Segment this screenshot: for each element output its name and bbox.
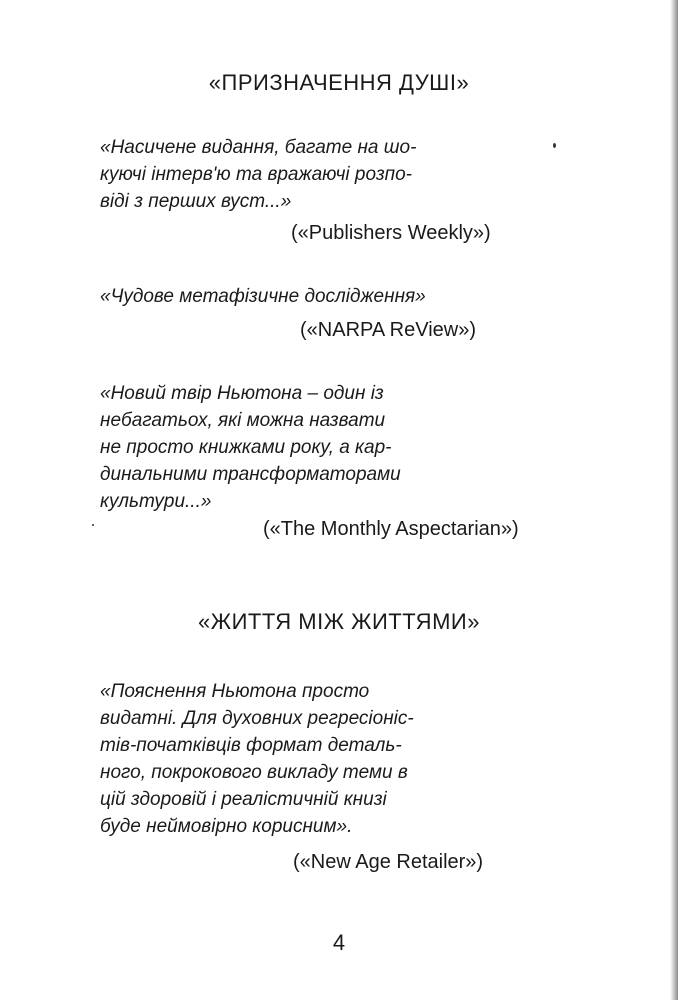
quote-line: культури...» xyxy=(100,491,212,512)
review-source: («New Age Retailer») xyxy=(293,851,484,873)
review-quote xyxy=(100,134,440,215)
scan-speck xyxy=(553,143,556,148)
quote-line: небагатьох, які можна назвати xyxy=(100,410,386,431)
quote-line: «Пояснення Ньютона просто xyxy=(100,681,370,702)
review-source: («The Monthly Aspectarian») xyxy=(263,518,519,540)
review-quote xyxy=(100,380,440,515)
quote-line: видатні. Для духовних регресіоніс- xyxy=(100,708,414,729)
review-quote xyxy=(100,678,440,840)
review-quote xyxy=(100,283,440,310)
quote-line: «Чудове метафізичне дослідження» xyxy=(100,286,426,307)
quote-line: цій здоровій і реалістичній книзі xyxy=(100,789,387,810)
book-title-soul-purpose: «ПРИЗНАЧЕННЯ ДУШІ» xyxy=(208,70,470,95)
quote-line: «Новий твір Ньютона – один із xyxy=(100,383,384,404)
scan-speck xyxy=(92,524,94,526)
quote-line: буде неймовірно корисним». xyxy=(100,816,353,837)
review-source: («Publishers Weekly») xyxy=(291,222,491,244)
page-number: 4 xyxy=(332,930,346,955)
quote-line: не просто книжками року, а кар- xyxy=(100,437,392,458)
quote-line: тів-початківців формат деталь- xyxy=(100,735,402,756)
quote-line: куючі інтерв'ю та вражаючі розпо- xyxy=(100,164,413,185)
quote-line: динальними трансформаторами xyxy=(100,464,401,485)
page-edge-shadow xyxy=(670,0,678,1000)
quote-line: віді з перших вуст...» xyxy=(100,191,292,212)
book-title-life-between-lives: «ЖИТТЯ МІЖ ЖИТТЯМИ» xyxy=(198,609,480,634)
quote-line: ного, покрокового викладу теми в xyxy=(100,762,408,783)
review-source: («NARPA ReView») xyxy=(300,319,476,341)
quote-line: «Насичене видання, багате на шо- xyxy=(100,137,417,158)
